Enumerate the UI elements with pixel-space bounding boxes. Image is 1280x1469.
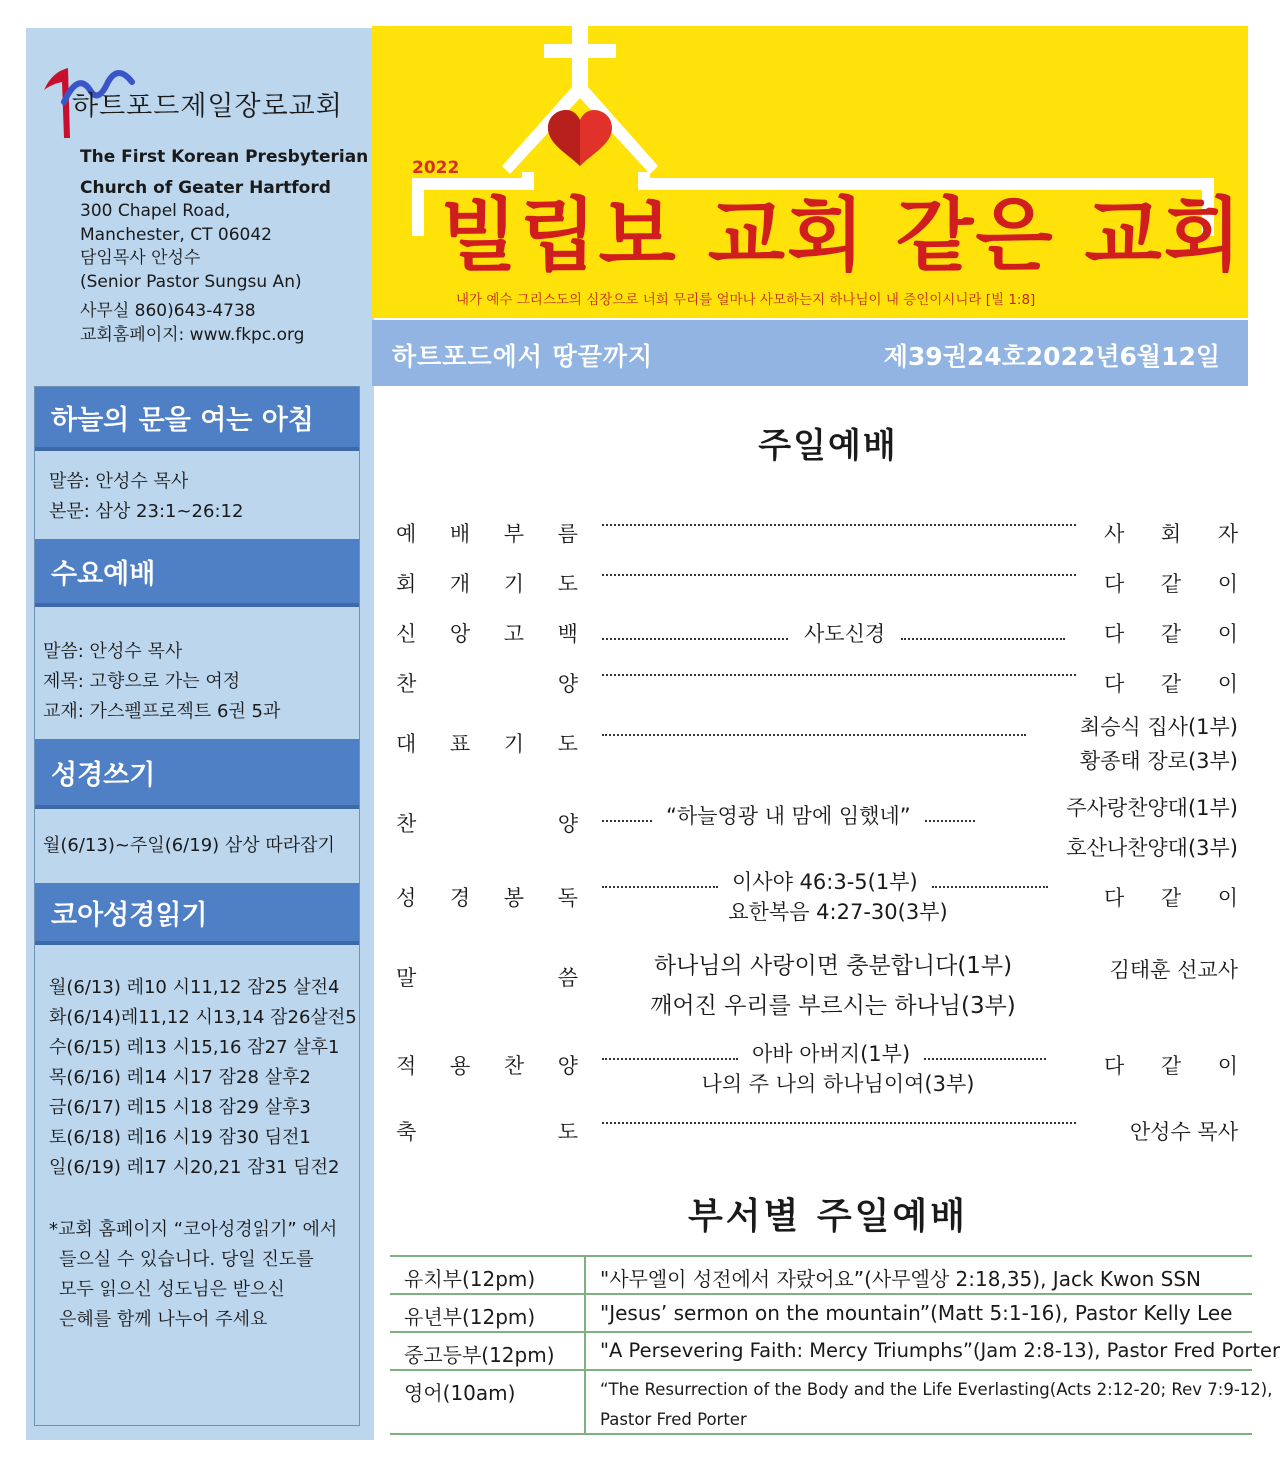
order-leader: 최승식 집사(1부) 황종태 장로(3부)	[1079, 715, 1238, 773]
order-middle	[602, 1038, 1046, 1068]
church-website[interactable]: 교회홈페이지: www.fkpc.org	[80, 324, 305, 345]
bible-writing-text: 월(6/13)~주일(6/19) 삼상 따라잡기	[43, 835, 335, 856]
morning-text: 본문: 삼상 23:1~26:12	[49, 501, 244, 522]
order-item	[388, 568, 1248, 598]
address-line1: 300 Chapel Road,	[80, 201, 231, 221]
issue-number: 제39권24호2022년6월12일	[883, 342, 1220, 371]
table-row	[390, 1295, 1252, 1333]
order-leader: 다 같 이	[1104, 1054, 1238, 1078]
year-label: 2022	[412, 158, 460, 178]
department-sermon: "A Persevering Faith: Mercy Triumphs”(Jam 2:8-13), Pastor Fred Porter	[600, 1339, 1280, 1362]
departments-title: 부서별 주일예배	[688, 1196, 968, 1237]
hymn-title: “하늘영광 내 맘에 임했네”	[666, 804, 911, 828]
order-middle	[602, 618, 1065, 648]
order-label: 예 배 부 름	[396, 522, 578, 546]
reading-day: 수(6/15) 레13 시15,16 잠27 살후1	[49, 1037, 340, 1058]
order-item	[388, 710, 1248, 778]
department-name: 유치부(12pm)	[404, 1267, 536, 1291]
office-phone: 사무실 860)643-4738	[80, 301, 256, 321]
department-name: 영어(10am)	[404, 1381, 516, 1405]
bible-writing-body	[35, 831, 359, 861]
preacher: 김태훈 선교사	[1109, 958, 1238, 982]
department-sermon: "Jesus’ sermon on the mountain”(Matt 5:1-16), Pastor Kelly Lee	[600, 1301, 1233, 1325]
issue-bar	[372, 320, 1248, 386]
leader-dots	[602, 568, 1076, 570]
creed-name: 사도신경	[804, 622, 886, 646]
order-middle	[602, 866, 1048, 896]
church-name-en-line1: The First Korean Presbyterian	[80, 147, 369, 167]
reading-day: 금(6/17) 레15 시18 잠29 살후3	[49, 1097, 311, 1118]
table-row	[390, 1333, 1280, 1371]
address-line2: Manchester, CT 06042	[80, 224, 272, 245]
reading-day: 일(6/19) 레17 시20,21 잠31 딤전2	[49, 1157, 340, 1178]
order-leader: 다 같 이	[1104, 886, 1238, 910]
banner-title: 빌립보 교회 같은 교회	[440, 189, 1244, 282]
main-content	[388, 396, 1280, 1466]
order-item	[388, 1116, 1248, 1146]
order-leader: 주사랑찬양대(1부) 호산나찬양대(3부)	[1066, 796, 1238, 860]
morning-prayer-heading: 하늘의 문을 여는 아침	[35, 387, 359, 451]
church-contact	[80, 300, 304, 347]
order-label: 성 경 봉 독	[396, 886, 578, 910]
order-leader: 다 같 이	[1104, 572, 1238, 596]
order-leader: 다 같 이	[1104, 622, 1238, 646]
leader-dots	[602, 1116, 1076, 1118]
note-line: 은혜를 함께 나누어 주세요	[59, 1309, 268, 1330]
senior-pastor-en: (Senior Pastor Sungsu An)	[80, 271, 302, 292]
order-item	[388, 866, 1248, 926]
department-name: 중고등부(12pm)	[404, 1343, 555, 1367]
worship-title: 주일예배	[758, 426, 898, 466]
department-sermon: "사무엘이 성전에서 자랐어요”(사무엘상 2:18,35), Jack Kwon SSN	[600, 1267, 1201, 1291]
sermon-titles	[608, 946, 1058, 1026]
sidebar-sections	[34, 386, 360, 1426]
note-line: *교회 홈페이지 “코아성경읽기” 에서	[49, 1219, 338, 1240]
wednesday-subject: 제목: 고향으로 가는 여정	[43, 671, 241, 692]
scripture-reading-second: 요한복음 4:27-30(3부)	[728, 900, 948, 924]
benediction-leader: 안성수 목사	[1129, 1120, 1238, 1144]
reading-day: 토(6/18) 레16 시19 잠30 딤전1	[49, 1127, 311, 1148]
order-label: 찬 양	[396, 672, 578, 696]
church-name-en-line2: Church of Geater Hartford	[80, 178, 331, 198]
wednesday-speaker: 말씀: 안성수 목사	[43, 641, 183, 662]
note-line: 모두 읽으신 성도님은 받으신	[59, 1279, 285, 1300]
order-item	[388, 1038, 1248, 1098]
core-reading-schedule	[35, 973, 359, 1183]
reading-day: 목(6/16) 레14 시17 잠28 살후2	[49, 1067, 311, 1088]
order-item	[388, 518, 1248, 548]
response-hymn-second: 나의 주 나의 하나님이여(3부)	[701, 1072, 975, 1096]
banner-verse: 내가 예수 그리스도의 심장으로 너희 무리를 얼마나 사모하는지 하나님이 내 증인이시니라 [빌 1:8]	[456, 292, 1036, 308]
order-item	[388, 668, 1248, 698]
banner-subtitle: 하트포드에서 땅끝까지	[392, 342, 654, 371]
theme-banner	[372, 26, 1248, 318]
wednesday-service-body	[35, 637, 359, 727]
sermon-title: 하나님의 사랑이면 충분합니다(1부)	[653, 953, 1013, 979]
core-reading-note	[49, 1215, 359, 1335]
response-hymn: 아바 아버지(1부)	[752, 1042, 911, 1066]
core-reading-heading: 코아성경읽기	[35, 883, 359, 945]
church-name-en	[80, 142, 368, 204]
table-row	[390, 1371, 1273, 1435]
sermon-title: 깨어진 우리를 부르시는 하나님(3부)	[650, 993, 1016, 1019]
order-leader: 다 같 이	[1104, 672, 1238, 696]
order-label: 말 씀	[396, 966, 578, 990]
scripture-reading: 이사야 46:3-5(1부)	[732, 870, 918, 894]
morning-prayer-body	[35, 467, 359, 527]
order-label: 신 앙 고 백	[396, 622, 578, 646]
note-line: 들으실 수 있습니다. 당일 진도를	[59, 1249, 314, 1270]
sidebar	[26, 28, 374, 1440]
senior-pastor-ko: 담임목사 안성수	[80, 248, 201, 268]
order-label: 축 도	[396, 1120, 578, 1144]
leader-dots	[602, 668, 1076, 670]
church-address	[80, 200, 302, 294]
church-name-ko: 하트포드제일장로교회	[72, 91, 343, 122]
order-label: 대 표 기 도	[396, 732, 578, 756]
leader-dots	[602, 518, 1076, 520]
departments-table	[390, 1255, 1280, 1435]
bible-writing-heading: 성경쓰기	[35, 739, 359, 809]
department-name: 유년부(12pm)	[404, 1305, 536, 1329]
order-label: 회 개 기 도	[396, 572, 578, 596]
leader-dots	[602, 728, 1026, 730]
order-item	[388, 618, 1248, 648]
reading-day: 화(6/14)레11,12 시13,14 잠26살전5	[49, 1007, 357, 1028]
table-row	[390, 1257, 1252, 1295]
wednesday-material: 교재: 가스펠프로젝트 6권 5과	[43, 701, 281, 722]
morning-speaker: 말씀: 안성수 목사	[49, 471, 189, 492]
order-label: 찬 양	[396, 812, 578, 836]
order-leader: 사 회 자	[1104, 522, 1238, 546]
order-label: 적 용 찬 양	[396, 1054, 578, 1078]
order-middle	[602, 800, 975, 830]
department-sermon: “The Resurrection of the Body and the Life Everlasting(Acts 2:12-20; Rev 7:9-12), Pastor Fred Porter	[600, 1380, 1273, 1429]
reading-day: 월(6/13) 레10 시11,12 잠25 살전4	[49, 977, 340, 998]
order-item	[388, 788, 1248, 866]
order-item	[388, 946, 1248, 1026]
wednesday-service-heading: 수요예배	[35, 539, 359, 607]
